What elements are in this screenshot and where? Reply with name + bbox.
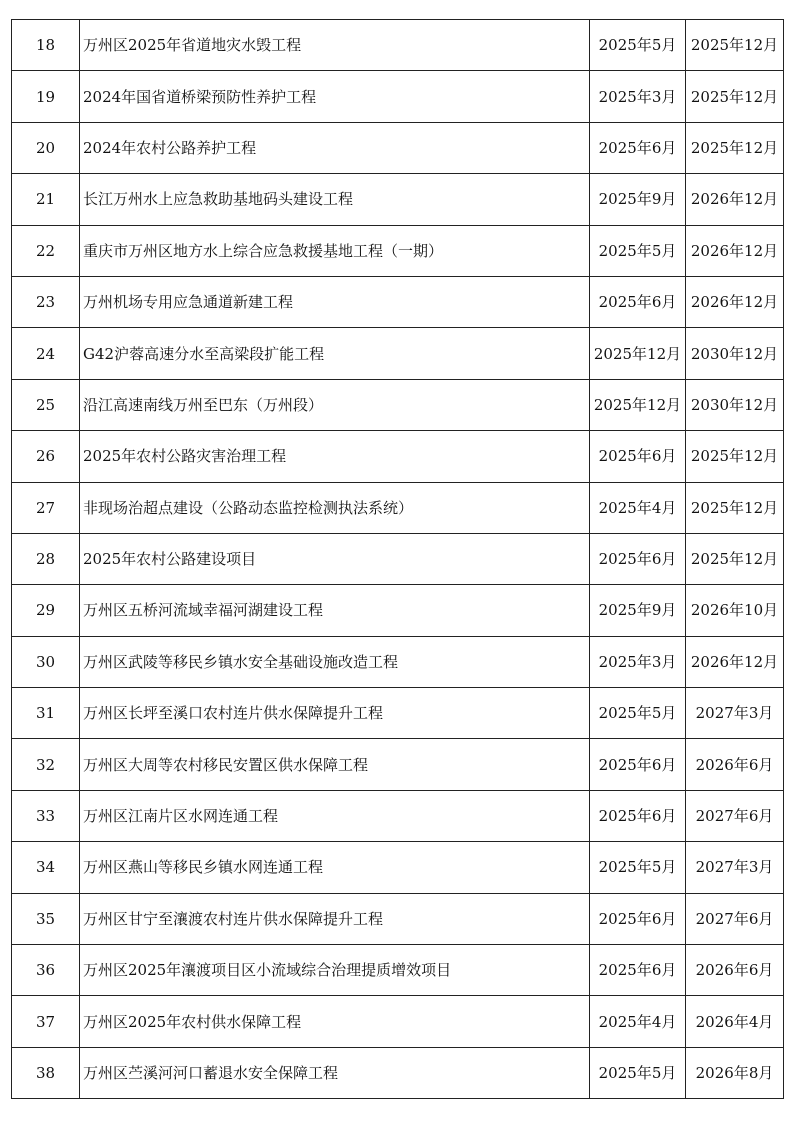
table-row — [12, 739, 784, 790]
table-row — [12, 276, 784, 327]
table-row — [12, 225, 784, 276]
start-date-cell: 2025年5月 — [590, 688, 686, 739]
project-name-cell: 非现场治超点建设（公路动态监控检测执法系统） — [80, 482, 590, 533]
end-date-cell: 2027年6月 — [686, 893, 784, 944]
row-number-cell: 31 — [12, 688, 80, 739]
project-name-cell: 万州区2025年省道地灾水毁工程 — [80, 20, 590, 71]
end-date-cell: 2026年4月 — [686, 996, 784, 1047]
row-number-cell: 18 — [12, 20, 80, 71]
start-date-cell: 2025年6月 — [590, 790, 686, 841]
start-date-cell: 2025年3月 — [590, 71, 686, 122]
project-name-cell: 长江万州水上应急救助基地码头建设工程 — [80, 174, 590, 225]
end-date-cell: 2026年10月 — [686, 585, 784, 636]
start-date-cell: 2025年5月 — [590, 225, 686, 276]
table-row — [12, 1047, 784, 1098]
start-date-cell: 2025年5月 — [590, 1047, 686, 1098]
project-name-cell: G42沪蓉高速分水至高梁段扩能工程 — [80, 328, 590, 379]
table-row — [12, 431, 784, 482]
end-date-cell: 2026年6月 — [686, 945, 784, 996]
row-number-cell: 25 — [12, 379, 80, 430]
table-row — [12, 122, 784, 173]
start-date-cell: 2025年6月 — [590, 893, 686, 944]
end-date-cell: 2030年12月 — [686, 328, 784, 379]
table-row — [12, 636, 784, 687]
row-number-cell: 21 — [12, 174, 80, 225]
table-row — [12, 790, 784, 841]
end-date-cell: 2026年12月 — [686, 276, 784, 327]
end-date-cell: 2026年8月 — [686, 1047, 784, 1098]
end-date-cell: 2025年12月 — [686, 122, 784, 173]
project-schedule-table — [11, 19, 784, 1099]
row-number-cell: 28 — [12, 533, 80, 584]
row-number-cell: 24 — [12, 328, 80, 379]
project-name-cell: 沿江高速南线万州至巴东（万州段） — [80, 379, 590, 430]
start-date-cell: 2025年12月 — [590, 379, 686, 430]
start-date-cell: 2025年3月 — [590, 636, 686, 687]
project-name-cell: 万州区2025年农村供水保障工程 — [80, 996, 590, 1047]
end-date-cell: 2025年12月 — [686, 20, 784, 71]
start-date-cell: 2025年4月 — [590, 482, 686, 533]
table-row — [12, 71, 784, 122]
start-date-cell: 2025年6月 — [590, 945, 686, 996]
end-date-cell: 2025年12月 — [686, 431, 784, 482]
table-row — [12, 945, 784, 996]
row-number-cell: 32 — [12, 739, 80, 790]
end-date-cell: 2026年12月 — [686, 636, 784, 687]
row-number-cell: 34 — [12, 842, 80, 893]
start-date-cell: 2025年6月 — [590, 533, 686, 584]
row-number-cell: 29 — [12, 585, 80, 636]
table-row — [12, 893, 784, 944]
row-number-cell: 35 — [12, 893, 80, 944]
row-number-cell: 19 — [12, 71, 80, 122]
table-row — [12, 174, 784, 225]
row-number-cell: 20 — [12, 122, 80, 173]
end-date-cell: 2027年3月 — [686, 688, 784, 739]
table-row — [12, 533, 784, 584]
project-name-cell: 万州区苎溪河河口蓄退水安全保障工程 — [80, 1047, 590, 1098]
end-date-cell: 2025年12月 — [686, 71, 784, 122]
start-date-cell: 2025年6月 — [590, 739, 686, 790]
end-date-cell: 2026年12月 — [686, 225, 784, 276]
row-number-cell: 38 — [12, 1047, 80, 1098]
row-number-cell: 22 — [12, 225, 80, 276]
start-date-cell: 2025年6月 — [590, 431, 686, 482]
end-date-cell: 2025年12月 — [686, 533, 784, 584]
start-date-cell: 2025年9月 — [590, 585, 686, 636]
project-name-cell: 2024年农村公路养护工程 — [80, 122, 590, 173]
start-date-cell: 2025年4月 — [590, 996, 686, 1047]
row-number-cell: 26 — [12, 431, 80, 482]
end-date-cell: 2026年12月 — [686, 174, 784, 225]
project-name-cell: 万州区江南片区水网连通工程 — [80, 790, 590, 841]
project-name-cell: 2024年国省道桥梁预防性养护工程 — [80, 71, 590, 122]
row-number-cell: 30 — [12, 636, 80, 687]
table-row — [12, 688, 784, 739]
end-date-cell: 2030年12月 — [686, 379, 784, 430]
end-date-cell: 2025年12月 — [686, 482, 784, 533]
end-date-cell: 2027年3月 — [686, 842, 784, 893]
start-date-cell: 2025年5月 — [590, 842, 686, 893]
table-row — [12, 842, 784, 893]
project-name-cell: 2025年农村公路灾害治理工程 — [80, 431, 590, 482]
start-date-cell: 2025年6月 — [590, 122, 686, 173]
table-row — [12, 585, 784, 636]
end-date-cell: 2026年6月 — [686, 739, 784, 790]
table-body — [12, 20, 784, 1099]
row-number-cell: 37 — [12, 996, 80, 1047]
table-row — [12, 328, 784, 379]
project-name-cell: 万州机场专用应急通道新建工程 — [80, 276, 590, 327]
project-name-cell: 万州区2025年瀼渡项目区小流域综合治理提质增效项目 — [80, 945, 590, 996]
project-name-cell: 万州区燕山等移民乡镇水网连通工程 — [80, 842, 590, 893]
row-number-cell: 23 — [12, 276, 80, 327]
project-name-cell: 万州区甘宁至瀼渡农村连片供水保障提升工程 — [80, 893, 590, 944]
row-number-cell: 27 — [12, 482, 80, 533]
end-date-cell: 2027年6月 — [686, 790, 784, 841]
row-number-cell: 36 — [12, 945, 80, 996]
table-row — [12, 482, 784, 533]
table-row — [12, 996, 784, 1047]
table-row — [12, 20, 784, 71]
project-name-cell: 重庆市万州区地方水上综合应急救援基地工程（一期） — [80, 225, 590, 276]
table-row — [12, 379, 784, 430]
start-date-cell: 2025年6月 — [590, 276, 686, 327]
project-name-cell: 万州区五桥河流域幸福河湖建设工程 — [80, 585, 590, 636]
start-date-cell: 2025年5月 — [590, 20, 686, 71]
project-name-cell: 万州区长坪至溪口农村连片供水保障提升工程 — [80, 688, 590, 739]
row-number-cell: 33 — [12, 790, 80, 841]
project-name-cell: 万州区武陵等移民乡镇水安全基础设施改造工程 — [80, 636, 590, 687]
project-name-cell: 万州区大周等农村移民安置区供水保障工程 — [80, 739, 590, 790]
project-name-cell: 2025年农村公路建设项目 — [80, 533, 590, 584]
start-date-cell: 2025年12月 — [590, 328, 686, 379]
start-date-cell: 2025年9月 — [590, 174, 686, 225]
